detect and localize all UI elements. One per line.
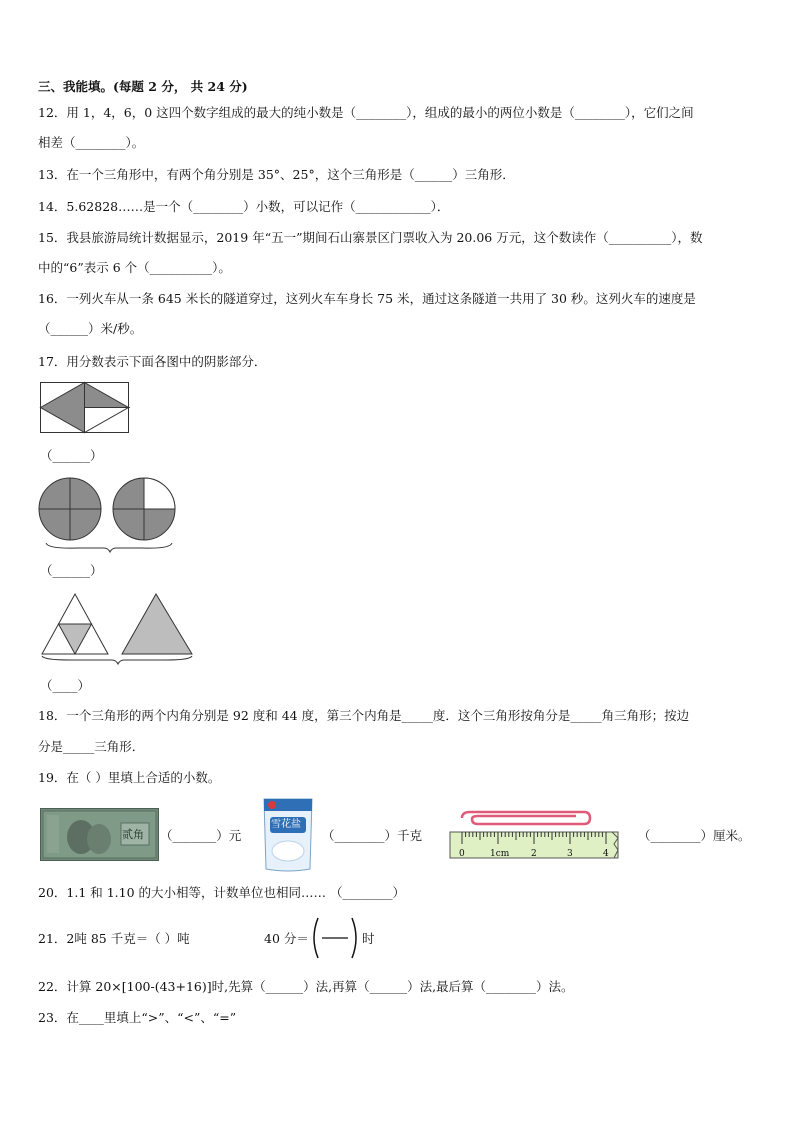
question-17-answer-3: （____） bbox=[40, 678, 91, 693]
shaded-large-triangle bbox=[122, 594, 192, 654]
banknote-label: 贰角 bbox=[122, 828, 144, 841]
question-23: 23．在____里填上“>”、“<”、“=” bbox=[38, 1010, 237, 1025]
ruler-label-3: 3 bbox=[567, 849, 573, 859]
question-13: 13．在一个三角形中，有两个角分别是 35°、25°，这个三角形是（______）三角形． bbox=[38, 167, 515, 182]
section-heading: 三、我能填。(每题 2 分， 共 24 分) bbox=[38, 79, 248, 94]
ruler-label-1cm: 1cm bbox=[490, 849, 510, 859]
question-17: 17．用分数表示下面各图中的阴影部分． bbox=[38, 354, 267, 369]
question-14: 14．5.62828……是一个（________）小数，可以记作（____________）． bbox=[38, 199, 450, 214]
brace-under-triangles bbox=[42, 656, 192, 664]
question-21-part-a: 21．2吨 85 千克＝（ ）吨 bbox=[38, 931, 190, 946]
figure-rectangle-triangles bbox=[40, 382, 130, 434]
figure-triangles bbox=[40, 592, 196, 664]
question-17-answer-2: （______） bbox=[40, 563, 103, 578]
banknote-image bbox=[40, 808, 159, 861]
question-18-line-2: 分是_____三角形． bbox=[38, 739, 145, 754]
question-19-money-answer: （_______）元 bbox=[160, 828, 242, 843]
question-15-line-1: 15．我县旅游局统计数据显示，2019 年“五一”期间石山寨景区门票收入为 20.06 万元，这个数读作（__________），数 bbox=[38, 230, 703, 245]
ruler-label-0: 0 bbox=[459, 849, 465, 859]
question-15-line-2: 中的“6”表示 6 个（__________）。 bbox=[38, 260, 231, 275]
question-16-line-1: 16．一列火车从一条 645 米长的隧道穿过，这列火车车身长 75 米，通过这条隧道一共用了 30 秒。这列火车的速度是 bbox=[38, 291, 696, 306]
question-21-part-b-suffix: 时 bbox=[362, 931, 375, 946]
question-18-line-1: 18．一个三角形的两个内角分别是 92 度和 44 度，第三个内角是_____度．这个三角形按角分是_____角三角形；按边 bbox=[38, 708, 690, 723]
question-17-answer-1: （______） bbox=[40, 448, 103, 463]
fraction-parentheses bbox=[310, 916, 358, 960]
question-21-part-b-prefix: 40 分＝ bbox=[264, 931, 309, 946]
question-12-line-2: 相差（________）。 bbox=[38, 135, 145, 150]
question-19-length-answer: （________）厘米。 bbox=[638, 828, 751, 843]
figure-circles bbox=[38, 477, 178, 551]
ruler-label-4: 4 bbox=[603, 849, 609, 859]
question-19: 19．在（ ）里填上合适的小数。 bbox=[38, 770, 221, 785]
question-22: 22．计算 20×[100-(43+16)]时,先算（______）法,再算（______）法,最后算（________）法。 bbox=[38, 979, 574, 994]
ruler-with-paperclip bbox=[448, 808, 628, 860]
question-12-line-1: 12．用 1，4，6，0 这四个数字组成的最大的纯小数是（________），组成的最小的两位小数是（________），它们之间 bbox=[38, 105, 694, 120]
question-19-weight-answer: （________）千克 bbox=[322, 828, 423, 843]
ruler-label-2: 2 bbox=[531, 849, 537, 859]
question-16-line-2: （______）米/秒。 bbox=[38, 321, 143, 336]
paperclip bbox=[462, 812, 590, 824]
question-20: 20．1.1 和 1.10 的大小相等，计数单位也相同…… （________） bbox=[38, 885, 406, 900]
salt-bag-label: 雪花盐 bbox=[271, 819, 301, 830]
salt-bag-image bbox=[260, 795, 316, 873]
brace-under-circles bbox=[46, 543, 172, 552]
